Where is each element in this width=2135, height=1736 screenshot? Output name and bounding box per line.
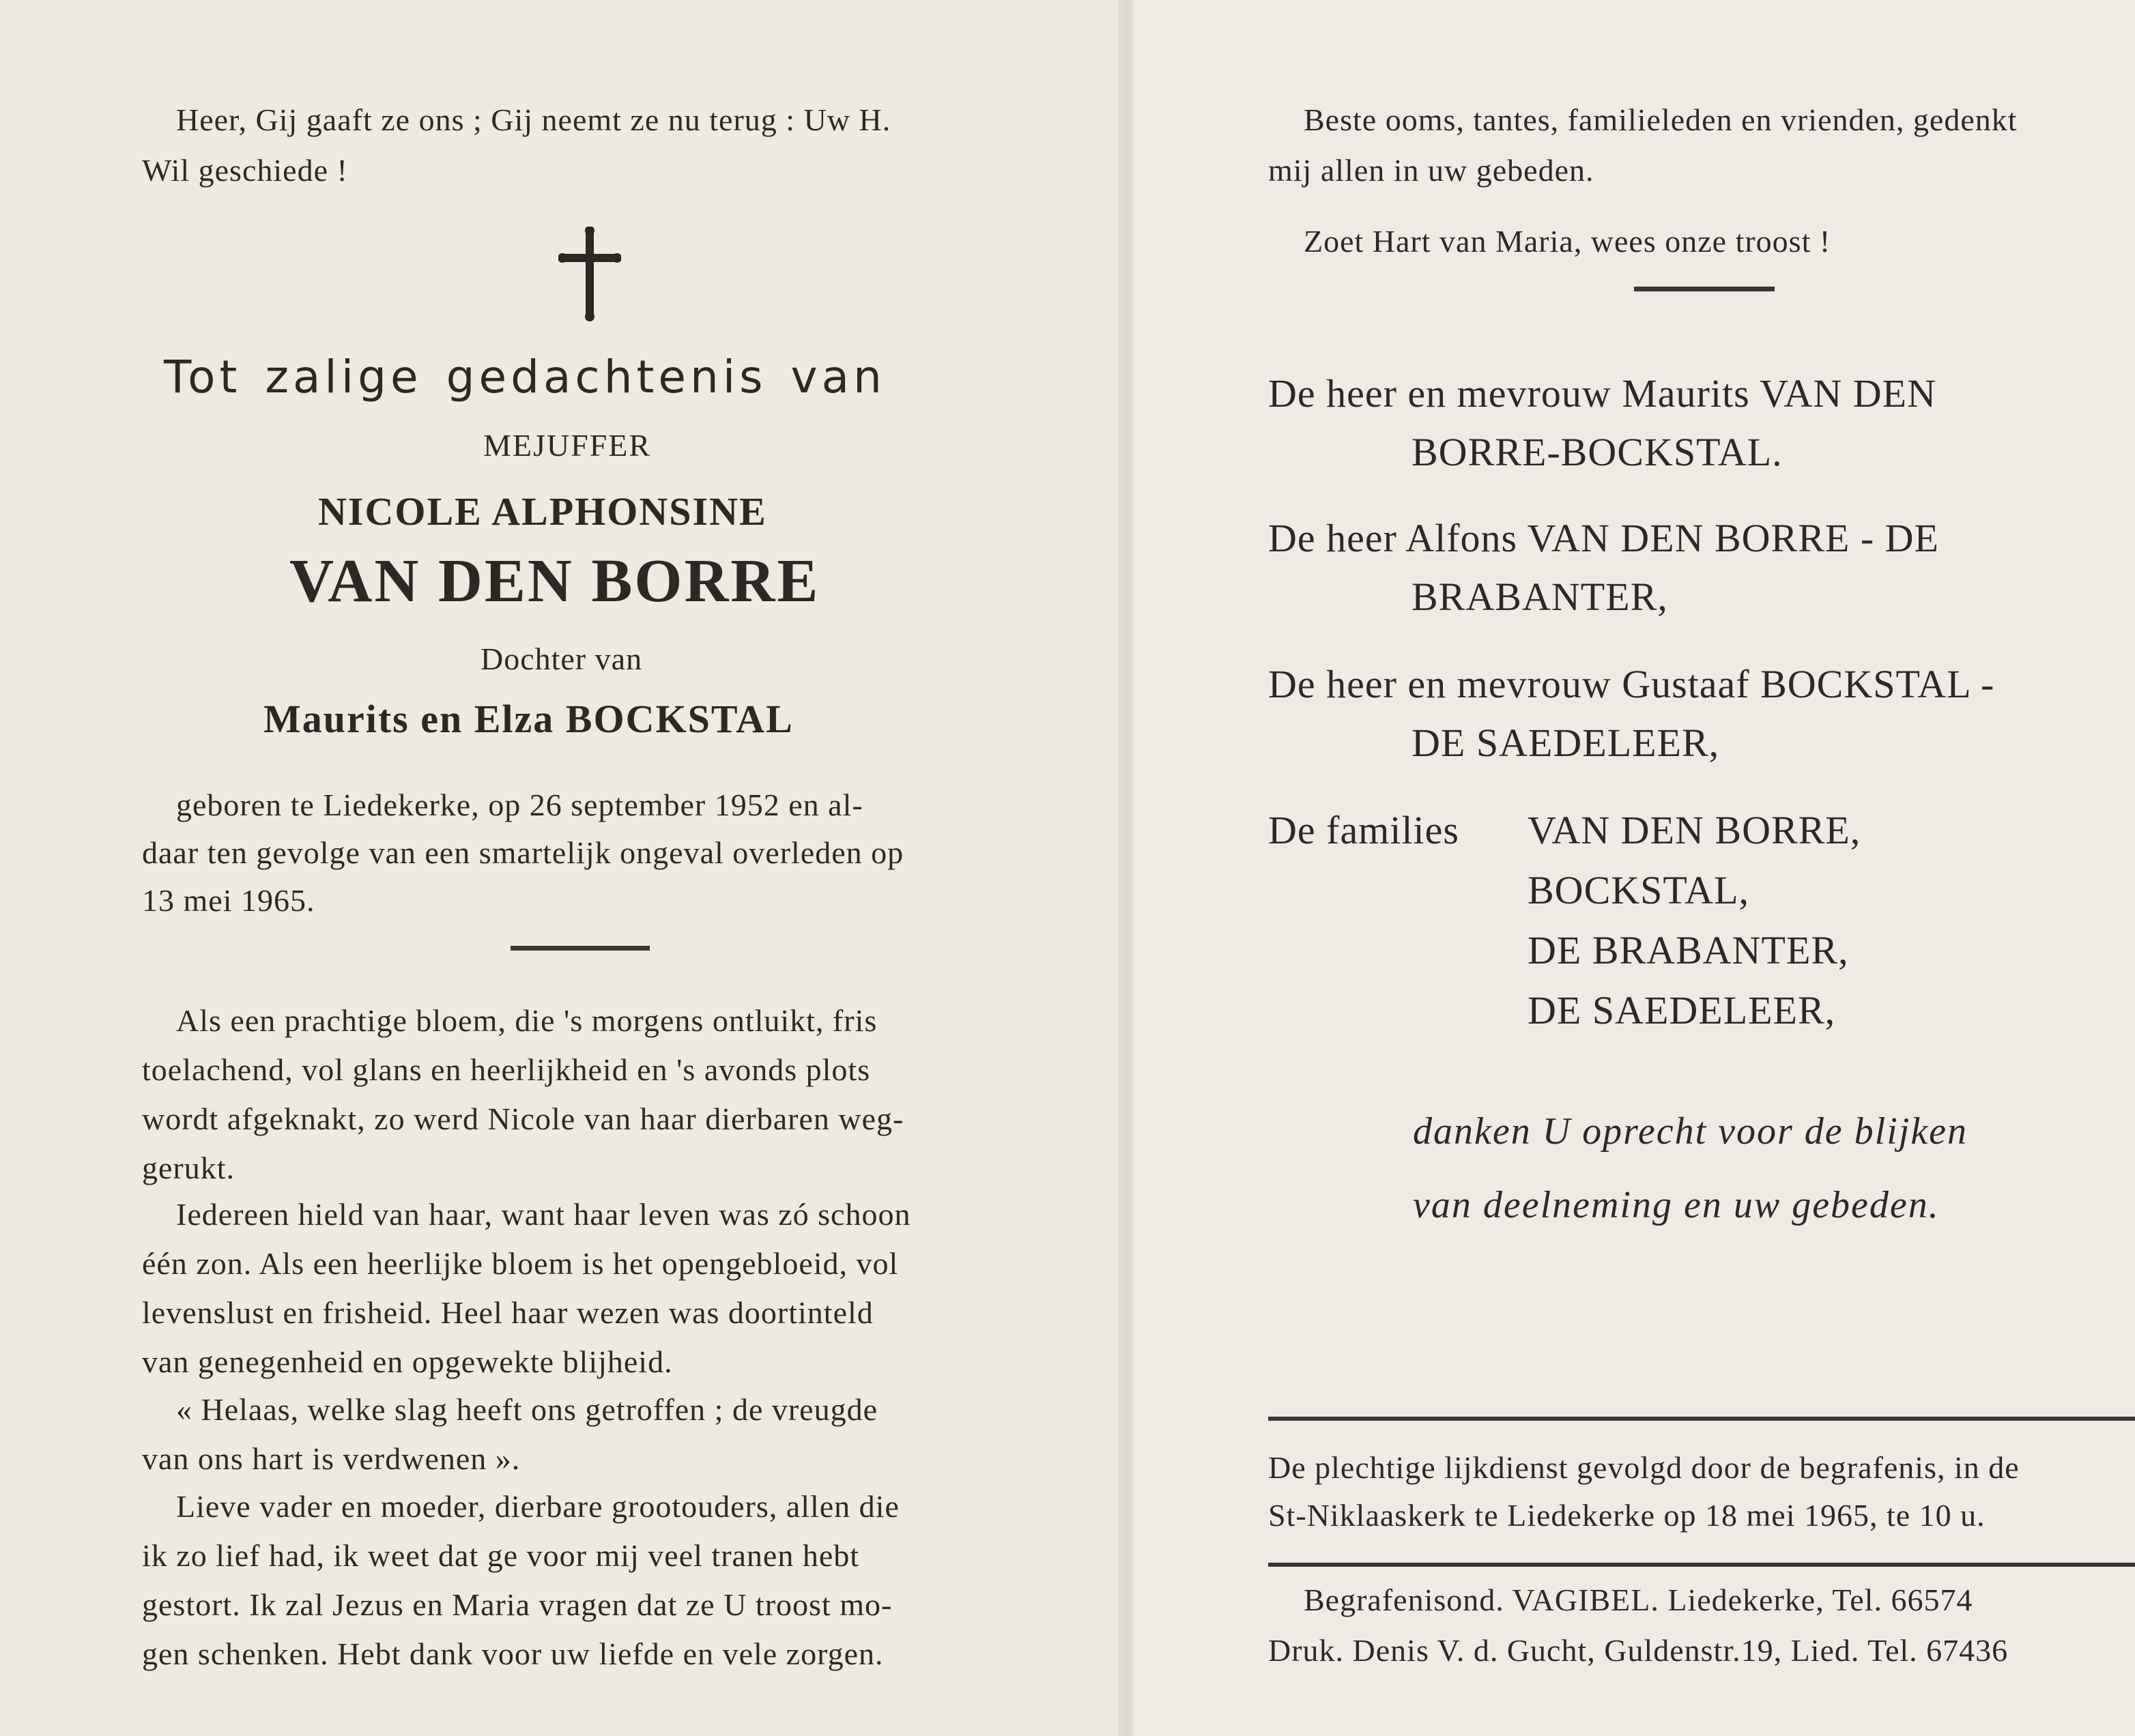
body-line: toelachend, vol glans en heerlijkheid en 's avonds plots [142,1052,871,1087]
body-line: ik zo lief had, ik weet dat ge voor mij veel tranen hebt [142,1538,860,1573]
family-line-1b: BORRE-BOCKSTAL. [1412,430,1783,474]
latin-cross-icon [558,227,621,326]
birth-death-line-2: daar ten gevolge van een smartelijk ongeval overleden op [142,835,904,870]
body-line: wordt afgeknakt, zo werd Nicole van haar dierbaren weg- [142,1101,904,1136]
birth-death-line-1: geboren te Liedekerke, op 26 september 1952 en al- [176,787,863,822]
body-line: gen schenken. Hebt dank voor uw liefde en vele zorgen. [142,1636,884,1671]
parents: Maurits en Elza BOCKSTAL [263,697,794,741]
body-line: gerukt. [142,1151,235,1185]
divider [1268,1417,2135,1421]
service-line-2: St-Niklaaskerk te Liedekerke op 18 mei 1965, te 10 u. [1268,1498,1986,1533]
daughter-of: Dochter van [481,641,643,676]
printer: Druk. Denis V. d. Gucht, Guldenstr.19, Lied. Tel. 67436 [1268,1633,2009,1668]
body-line: van ons hart is verdwenen ». [142,1441,521,1476]
family-line-3a: De heer en mevrouw Gustaaf BOCKSTAL - [1268,662,1995,706]
surname: VAN DEN BORRE [289,547,820,615]
family-name: DE SAEDELEER, [1528,988,1836,1032]
divider [511,946,650,951]
body-line: Als een prachtige bloem, die 's morgens ontluikt, fris [176,1003,878,1038]
body-line: gestort. Ik zal Jezus en Maria vragen dat ze U troost mo- [142,1587,893,1622]
family-line-1a: De heer en mevrouw Maurits VAN DEN [1268,371,1936,416]
intro-line-1: Beste ooms, tantes, familieleden en vrienden, gedenkt [1304,102,2018,137]
thanks-line-2: van deelneming en uw gebeden. [1413,1184,1940,1226]
prayer: Zoet Hart van Maria, wees onze troost ! [1304,224,1831,259]
body-line: één zon. Als een heerlijke bloem is het opengebloeid, vol [142,1246,899,1281]
opening-line-1: Heer, Gij gaaft ze ons ; Gij neemt ze nu terug : Uw H. [176,102,891,137]
body-line: Lieve vader en moeder, dierbare grootouders, allen die [176,1489,900,1524]
family-name: DE BRABANTER, [1528,928,1849,972]
given-names: NICOLE ALPHONSINE [318,489,767,534]
opening-line-2: Wil geschiede ! [142,153,348,188]
family-line-2a: De heer Alfons VAN DEN BORRE - DE [1268,516,1939,560]
body-line: Iedereen hield van haar, want haar leven was zó schoon [176,1197,911,1232]
family-line-3b: DE SAEDELEER, [1412,721,1720,765]
service-line-1: De plechtige lijkdienst gevolgd door de begrafenis, in de [1268,1450,2020,1485]
undertaker: Begrafenisond. VAGIBEL. Liedekerke, Tel. 66574 [1304,1582,1973,1617]
divider [1634,287,1775,291]
body-line: levenslust en frisheid. Heel haar wezen was doortinteld [142,1295,874,1330]
thanks-line-1: danken U oprecht voor de blijken [1413,1110,1968,1153]
family-name: BOCKSTAL, [1528,868,1749,912]
body-line: « Helaas, welke slag heeft ons getroffen ; de vreugde [176,1392,878,1427]
family-line-2b: BRABANTER, [1412,575,1668,619]
families-label: De families [1268,808,1459,852]
birth-death-line-3: 13 mei 1965. [142,883,315,918]
intro-line-2: mij allen in uw gebeden. [1268,153,1594,188]
page-fold [1118,0,1134,1736]
honorific: MEJUFFER [483,428,652,463]
memorial-title: Tot zalige gedachtenis van [164,351,886,403]
divider [1268,1563,2135,1567]
family-name: VAN DEN BORRE, [1528,808,1861,852]
body-line: van genegenheid en opgewekte blijheid. [142,1344,673,1379]
